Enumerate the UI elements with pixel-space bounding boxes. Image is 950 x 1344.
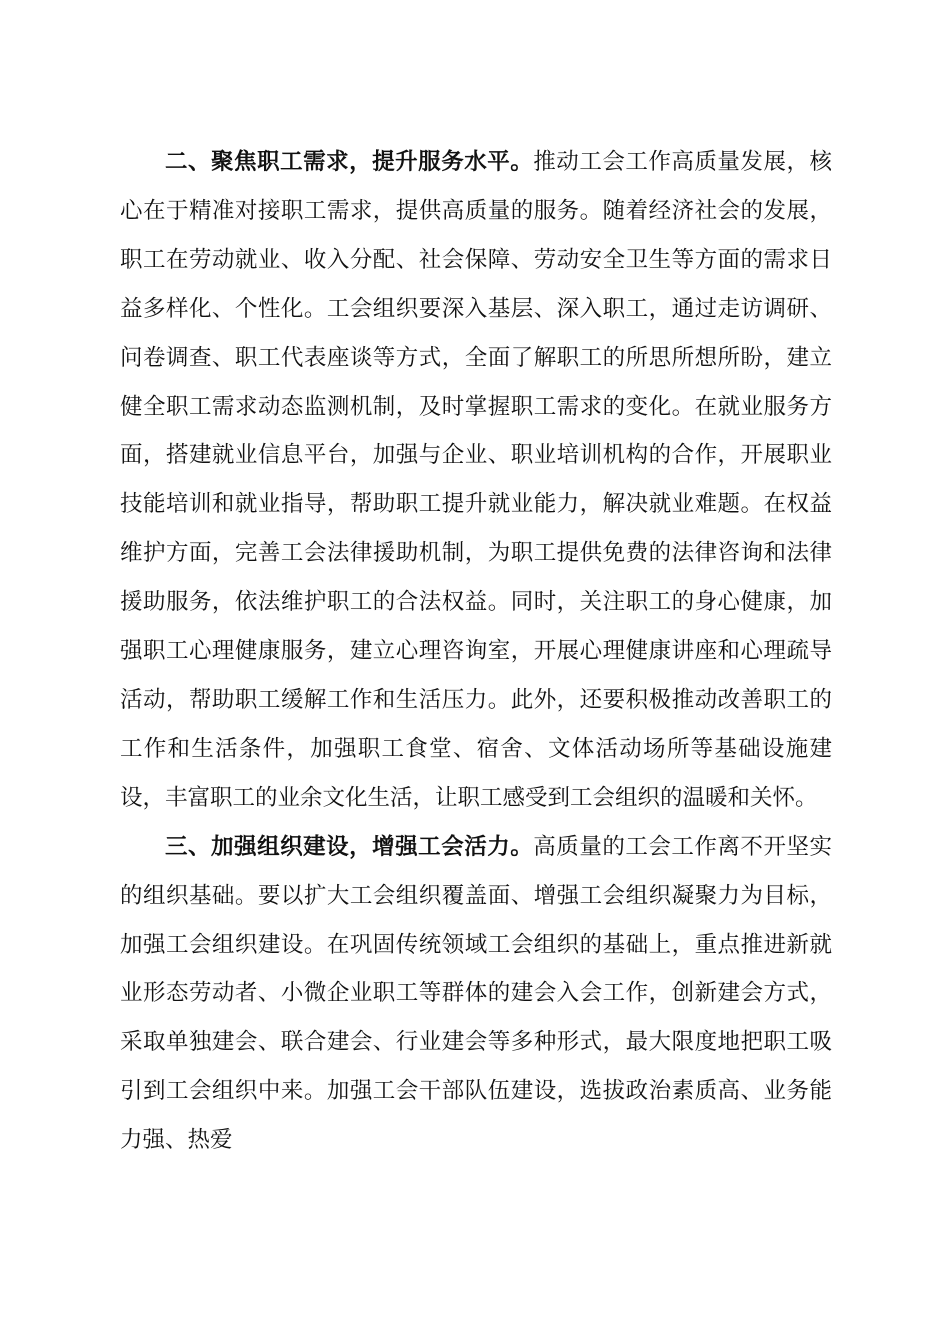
paragraph-heading: 二、聚焦职工需求，提升服务水平。: [165, 149, 534, 175]
document-body: [120, 138, 832, 1165]
paragraph-service: [120, 138, 832, 823]
paragraph-heading: 三、加强组织建设，增强工会活力。: [165, 833, 534, 860]
paragraph-organization: [120, 823, 832, 1165]
paragraph-text: 推动工会工作高质量发展，核心在于精准对接职工需求，提供高质量的服务。随着经济社会的发展，职工在劳动就业、收入分配、社会保障、劳动安全卫生等方面的需求日益多样化、个性化。工会组织要深入基层、深入职工，通过走访调研、问卷调查、职工代表座谈等方式，全面了解职工的所思所想所盼，建立健全职工需求动态监测机制，及时掌握职工需求的变化。在就业服务方面，搭建就业信息平台，加强与企业、职业培训机构的合作，开展职业技能培训和就业指导，帮助职工提升就业能力，解决就业难题。在权益维护方面，完善工会法律援助机制，为职工提供免费的法律咨询和法律援助服务，依法维护职工的合法权益。同时，关注职工的身心健康，加强职工心理健康服务，建立心理咨询室，开展心理健康讲座和心理疏导活动，帮助职工缓解工作和生活压力。此外，还要积极推动改善职工的工作和生活条件，加强职工食堂、宿舍、文体活动场所等基础设施建设，丰富职工的业余文化生活，让职工感受到工会组织的温暖和关怀。: [120, 149, 832, 811]
paragraph-text: 高质量的工会工作离不开坚实的组织基础。要以扩大工会组织覆盖面、增强工会组织凝聚力为目标，加强工会组织建设。在巩固传统领域工会组织的基础上，重点推进新就业形态劳动者、小微企业职工等群体的建会入会工作，创新建会方式，采取单独建会、联合建会、行业建会等多种形式，最大限度地把职工吸引到工会组织中来。加强工会干部队伍建设，选拔政治素质高、业务能力强、热爱: [120, 833, 832, 1154]
